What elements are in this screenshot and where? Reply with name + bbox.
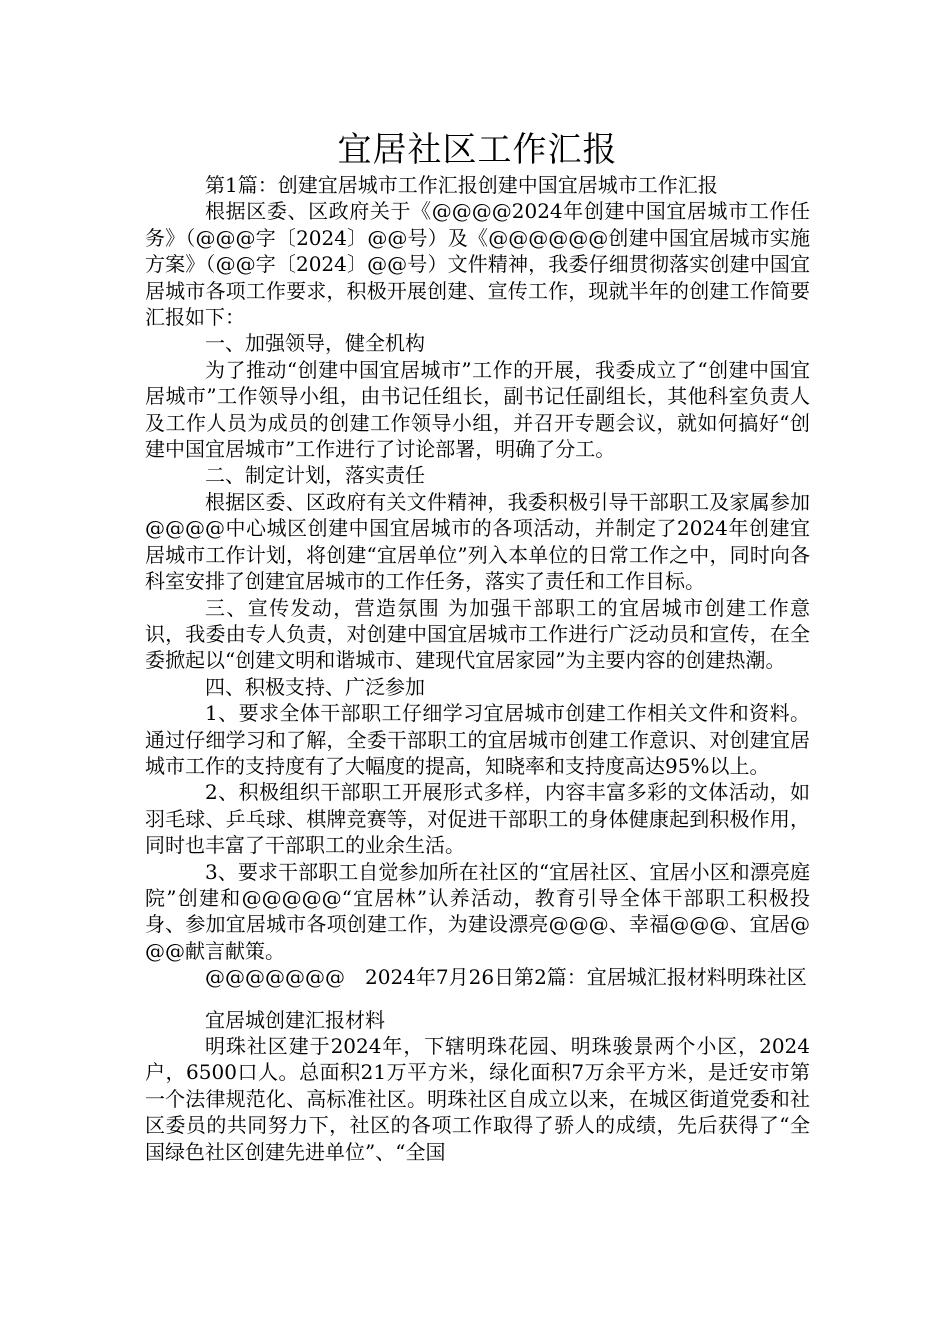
section-heading-part2: 宜居城创建汇报材料 <box>205 1007 385 1032</box>
date-line: @@@@@@@ 2024年7月26日第2篇：宜居城汇报材料明珠社区 <box>205 965 807 990</box>
body-paragraph: 为了推动“创建中国宜居城市”工作的开展，我委成立了“创建中国宜居城市”工作领导小组，由书记任组长，副书记任副组长，其他科室负责人及工作人员为成员的创建工作领导小组，并召开专题会议，就如何搞好“创建中国宜居城市”工作进行了讨论部署，明确了分工。 <box>145 357 810 462</box>
body-paragraph: 1、要求全体干部职工仔细学习宜居城市创建工作相关文件和资料。通过仔细学习和了解，全委干部职工的宜居城市创建工作意识、对创建宜居城市工作的支持度有了大幅度的提高，知晓率和支持度高达95%以上。 <box>145 701 810 778</box>
body-paragraph: 根据区委、区政府有关文件精神，我委积极引导干部职工及家属参加@@@@中心城区创建中国宜居城市的各项活动，并制定了2024年创建宜居城市工作计划，将创建“宜居单位”列入本单位的日常工作之中，同时向各科室安排了创建宜居城市的工作任务，落实了责任和工作目标。 <box>145 489 810 594</box>
document-page <box>145 128 810 1165</box>
body-paragraph: 根据区委、区政府关于《@@@@2024年创建中国宜居城市工作任务》（@@@字〔2024〕@@号）及《@@@@@@创建中国宜居城市实施方案》（@@字〔2024〕@@号）文件精神，我委仔细贯彻落实创建中国宜居城市各项工作要求，积极开展创建、宣传工作，现就半年的创建工作简要汇报如下： <box>145 199 810 330</box>
body-paragraph: 明珠社区建于2024年，下辖明珠花园、明珠骏景两个小区，2024户，6500口人。总面积21万平方米，绿化面积7万余平方米，是迁安市第一个法律规范化、高标准社区。明珠社区自成立以来，在城区街道党委和社区委员的共同努力下，社区的各项工作取得了骄人的成绩，先后获得了“全国绿色社区创建先进单位”、“全国 <box>145 1034 810 1164</box>
body-paragraph: 2、积极组织干部职工开展形式多样，内容丰富多彩的文体活动，如羽毛球、乒乓球、棋牌竞赛等，对促进干部职工的身体健康起到积极作用，同时也丰富了干部职工的业余生活。 <box>145 780 810 858</box>
subheading: 二、制定计划，落实责任 <box>205 463 425 488</box>
subheading: 四、积极支持、广泛参加 <box>205 674 425 699</box>
section-heading-part1: 第1篇：创建宜居城市工作汇报创建中国宜居城市工作汇报 <box>205 173 718 197</box>
document-title: 宜居社区工作汇报 <box>337 130 618 170</box>
subheading: 一、加强领导，健全机构 <box>205 331 425 356</box>
body-paragraph: 3、要求干部职工自觉参加所在社区的“宜居社区、宜居小区和漂亮庭院”创建和@@@@@“宜居林”认养活动，教育引导全体干部职工积极投身、参加宜居城市各项创建工作，为建设漂亮@@@、幸福@@@、宜居@@@献言献策。 <box>145 859 810 963</box>
body-paragraph: 三、宣传发动，营造氛围 为加强干部职工的宜居城市创建工作意识，我委由专人负责，对创建中国宜居城市工作进行广泛动员和宣传，在全委掀起以“创建文明和谐城市、建现代宜居家园”为主要内容的创建热潮。 <box>145 595 810 673</box>
